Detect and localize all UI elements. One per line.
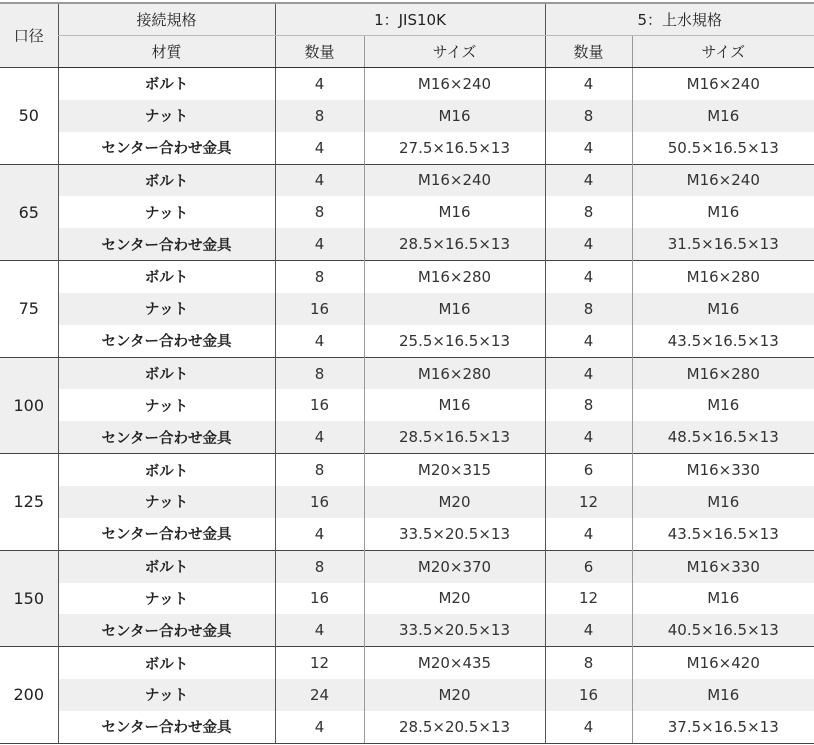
table-row bbox=[0, 550, 814, 582]
diameter-cell: 75 bbox=[0, 261, 58, 358]
qty-jis10k-cell: 4 bbox=[275, 132, 364, 164]
material-cell: ナット bbox=[58, 486, 275, 518]
table-row bbox=[0, 293, 814, 325]
size-water-cell: 37.5×16.5×13 bbox=[632, 711, 814, 743]
qty-jis10k-cell: 16 bbox=[275, 389, 364, 421]
qty-jis10k-cell: 16 bbox=[275, 583, 364, 615]
size-jis10k-cell: 27.5×16.5×13 bbox=[364, 132, 545, 164]
table-row bbox=[0, 583, 814, 615]
qty-jis10k-cell: 4 bbox=[275, 518, 364, 550]
table-row bbox=[0, 679, 814, 711]
material-cell: ナット bbox=[58, 293, 275, 325]
bolt-spec-table bbox=[0, 2, 814, 744]
qty-water-cell: 8 bbox=[545, 100, 632, 132]
size-water-cell: 43.5×16.5×13 bbox=[632, 518, 814, 550]
size-jis10k-cell: 28.5×20.5×13 bbox=[364, 711, 545, 743]
qty-water-cell: 12 bbox=[545, 583, 632, 615]
size-jis10k-cell: M16×280 bbox=[364, 357, 545, 389]
size-jis10k-cell: 28.5×16.5×13 bbox=[364, 421, 545, 453]
size-jis10k-cell: 33.5×20.5×13 bbox=[364, 614, 545, 646]
size-jis10k-cell: 25.5×16.5×13 bbox=[364, 325, 545, 357]
size-water-cell: M16×330 bbox=[632, 454, 814, 486]
table-row bbox=[0, 711, 814, 743]
qty-water-cell: 8 bbox=[545, 647, 632, 679]
material-cell: ボルト bbox=[58, 261, 275, 293]
material-cell: センター合わせ金具 bbox=[58, 518, 275, 550]
qty-jis10k-cell: 4 bbox=[275, 325, 364, 357]
qty-jis10k-cell: 4 bbox=[275, 68, 364, 100]
diameter-cell: 65 bbox=[0, 164, 58, 261]
material-cell: ナット bbox=[58, 100, 275, 132]
material-cell: センター合わせ金具 bbox=[58, 711, 275, 743]
size-jis10k-cell: M20 bbox=[364, 583, 545, 615]
qty-jis10k-cell: 8 bbox=[275, 100, 364, 132]
qty-water-cell: 4 bbox=[545, 421, 632, 453]
qty-water-cell: 12 bbox=[545, 486, 632, 518]
qty-jis10k-cell: 24 bbox=[275, 679, 364, 711]
qty-water-cell: 8 bbox=[545, 293, 632, 325]
material-cell: ナット bbox=[58, 679, 275, 711]
header-size-1: サイズ bbox=[364, 36, 545, 68]
qty-jis10k-cell: 8 bbox=[275, 357, 364, 389]
qty-water-cell: 6 bbox=[545, 550, 632, 582]
diameter-cell: 50 bbox=[0, 68, 58, 165]
qty-water-cell: 4 bbox=[545, 261, 632, 293]
size-water-cell: M16 bbox=[632, 486, 814, 518]
size-water-cell: M16 bbox=[632, 389, 814, 421]
material-cell: センター合わせ金具 bbox=[58, 132, 275, 164]
size-water-cell: M16×240 bbox=[632, 164, 814, 196]
size-jis10k-cell: 28.5×16.5×13 bbox=[364, 228, 545, 260]
qty-water-cell: 4 bbox=[545, 357, 632, 389]
table-row bbox=[0, 132, 814, 164]
diameter-cell: 125 bbox=[0, 454, 58, 551]
size-water-cell: M16×240 bbox=[632, 68, 814, 100]
table-row bbox=[0, 196, 814, 228]
size-jis10k-cell: M20 bbox=[364, 486, 545, 518]
size-water-cell: 40.5×16.5×13 bbox=[632, 614, 814, 646]
header-diameter: 口径 bbox=[0, 3, 58, 68]
material-cell: ボルト bbox=[58, 647, 275, 679]
material-cell: センター合わせ金具 bbox=[58, 228, 275, 260]
qty-water-cell: 8 bbox=[545, 389, 632, 421]
header-material: 材質 bbox=[58, 36, 275, 68]
size-water-cell: M16 bbox=[632, 100, 814, 132]
material-cell: センター合わせ金具 bbox=[58, 614, 275, 646]
qty-jis10k-cell: 4 bbox=[275, 614, 364, 646]
qty-jis10k-cell: 8 bbox=[275, 550, 364, 582]
qty-jis10k-cell: 4 bbox=[275, 164, 364, 196]
size-jis10k-cell: M20×370 bbox=[364, 550, 545, 582]
table-row bbox=[0, 164, 814, 196]
size-jis10k-cell: M16 bbox=[364, 100, 545, 132]
qty-jis10k-cell: 12 bbox=[275, 647, 364, 679]
material-cell: ボルト bbox=[58, 454, 275, 486]
qty-jis10k-cell: 8 bbox=[275, 261, 364, 293]
diameter-cell: 200 bbox=[0, 647, 58, 744]
qty-water-cell: 4 bbox=[545, 711, 632, 743]
table-row bbox=[0, 228, 814, 260]
material-cell: ナット bbox=[58, 583, 275, 615]
material-cell: ボルト bbox=[58, 68, 275, 100]
table-row bbox=[0, 261, 814, 293]
size-water-cell: M16×280 bbox=[632, 357, 814, 389]
size-jis10k-cell: M16×240 bbox=[364, 164, 545, 196]
size-water-cell: M16 bbox=[632, 293, 814, 325]
table-row bbox=[0, 486, 814, 518]
header-qty-2: 数量 bbox=[545, 36, 632, 68]
size-water-cell: M16 bbox=[632, 583, 814, 615]
size-jis10k-cell: M16×280 bbox=[364, 261, 545, 293]
table-row bbox=[0, 357, 814, 389]
size-water-cell: 31.5×16.5×13 bbox=[632, 228, 814, 260]
qty-water-cell: 4 bbox=[545, 164, 632, 196]
table-row bbox=[0, 421, 814, 453]
material-cell: ボルト bbox=[58, 164, 275, 196]
qty-water-cell: 8 bbox=[545, 196, 632, 228]
qty-water-cell: 4 bbox=[545, 614, 632, 646]
size-jis10k-cell: M16 bbox=[364, 389, 545, 421]
size-water-cell: M16×280 bbox=[632, 261, 814, 293]
size-water-cell: M16×330 bbox=[632, 550, 814, 582]
size-jis10k-cell: M20×435 bbox=[364, 647, 545, 679]
qty-water-cell: 16 bbox=[545, 679, 632, 711]
material-cell: ナット bbox=[58, 196, 275, 228]
qty-jis10k-cell: 16 bbox=[275, 293, 364, 325]
qty-water-cell: 4 bbox=[545, 518, 632, 550]
size-jis10k-cell: M16×240 bbox=[364, 68, 545, 100]
diameter-cell: 150 bbox=[0, 550, 58, 647]
size-water-cell: 43.5×16.5×13 bbox=[632, 325, 814, 357]
table-row bbox=[0, 518, 814, 550]
qty-jis10k-cell: 4 bbox=[275, 228, 364, 260]
table-row bbox=[0, 325, 814, 357]
qty-water-cell: 4 bbox=[545, 228, 632, 260]
table-row bbox=[0, 68, 814, 100]
header-standard-jis10k: 1：JIS10K bbox=[275, 3, 545, 36]
size-water-cell: M16×420 bbox=[632, 647, 814, 679]
size-jis10k-cell: M20 bbox=[364, 679, 545, 711]
table-row bbox=[0, 647, 814, 679]
qty-jis10k-cell: 8 bbox=[275, 454, 364, 486]
header-connection-standard: 接続規格 bbox=[58, 3, 275, 36]
header-size-2: サイズ bbox=[632, 36, 814, 68]
qty-water-cell: 6 bbox=[545, 454, 632, 486]
qty-jis10k-cell: 4 bbox=[275, 421, 364, 453]
size-water-cell: 48.5×16.5×13 bbox=[632, 421, 814, 453]
material-cell: ナット bbox=[58, 389, 275, 421]
size-water-cell: 50.5×16.5×13 bbox=[632, 132, 814, 164]
qty-water-cell: 4 bbox=[545, 132, 632, 164]
qty-jis10k-cell: 4 bbox=[275, 711, 364, 743]
qty-jis10k-cell: 16 bbox=[275, 486, 364, 518]
qty-water-cell: 4 bbox=[545, 325, 632, 357]
qty-jis10k-cell: 8 bbox=[275, 196, 364, 228]
material-cell: センター合わせ金具 bbox=[58, 325, 275, 357]
header-standard-water: 5：上水規格 bbox=[545, 3, 814, 36]
material-cell: センター合わせ金具 bbox=[58, 421, 275, 453]
table-row bbox=[0, 100, 814, 132]
table-row bbox=[0, 454, 814, 486]
material-cell: ボルト bbox=[58, 357, 275, 389]
size-jis10k-cell: M20×315 bbox=[364, 454, 545, 486]
size-jis10k-cell: M16 bbox=[364, 196, 545, 228]
size-jis10k-cell: M16 bbox=[364, 293, 545, 325]
diameter-cell: 100 bbox=[0, 357, 58, 454]
size-water-cell: M16 bbox=[632, 196, 814, 228]
material-cell: ボルト bbox=[58, 550, 275, 582]
table-row bbox=[0, 389, 814, 421]
header-qty-1: 数量 bbox=[275, 36, 364, 68]
table-row bbox=[0, 614, 814, 646]
qty-water-cell: 4 bbox=[545, 68, 632, 100]
size-water-cell: M16 bbox=[632, 679, 814, 711]
size-jis10k-cell: 33.5×20.5×13 bbox=[364, 518, 545, 550]
